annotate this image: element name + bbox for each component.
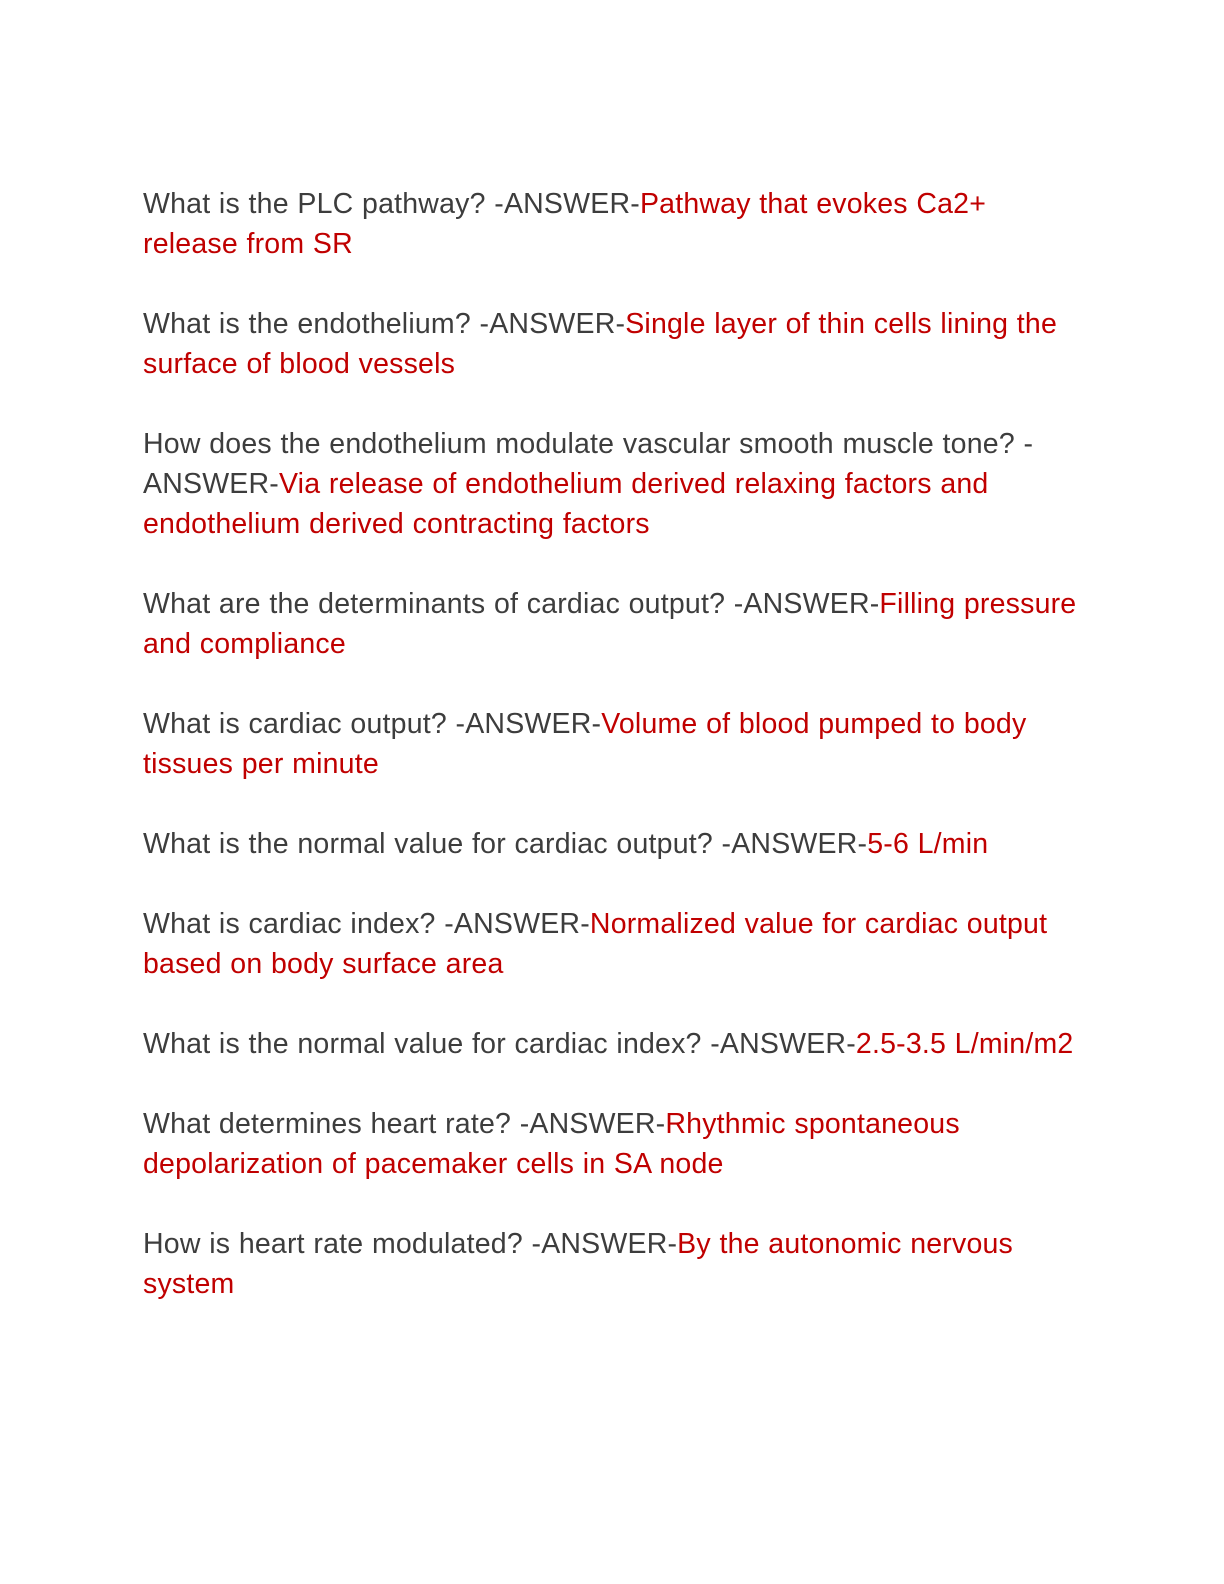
answer-text: Rhythmic spontaneous depolarization of pacemaker cells in SA node	[143, 1108, 960, 1180]
question-text: What determines heart rate? -ANSWER-	[143, 1108, 666, 1140]
answer-text: By the autonomic nervous system	[143, 1228, 1013, 1300]
answer-text: Via release of endothelium derived relaxing factors and endothelium derived contracting factors	[143, 468, 989, 540]
question-text: How does the endothelium modulate vascular smooth muscle tone? -ANSWER-	[143, 428, 1034, 500]
qa-list	[143, 184, 1082, 1304]
qa-item	[143, 824, 1082, 864]
answer-text: 2.5-3.5 L/min/m2	[855, 1028, 1074, 1060]
qa-item	[143, 1104, 1082, 1184]
answer-text: Normalized value for cardiac output based on body surface area	[143, 908, 1048, 980]
answer-text: 5-6 L/min	[867, 828, 989, 860]
question-text: What is cardiac output? -ANSWER-	[143, 708, 602, 740]
qa-item	[143, 1224, 1082, 1304]
question-text: What is the normal value for cardiac index? -ANSWER-	[143, 1028, 856, 1060]
question-text: What is the endothelium? -ANSWER-	[143, 308, 626, 340]
qa-item	[143, 704, 1082, 784]
answer-text: Pathway that evokes Ca2+ release from SR	[143, 188, 987, 260]
question-text: What are the determinants of cardiac output? -ANSWER-	[143, 588, 880, 620]
qa-item	[143, 304, 1082, 384]
qa-item	[143, 584, 1082, 664]
question-text: What is the PLC pathway? -ANSWER-	[143, 188, 640, 220]
question-text: What is cardiac index? -ANSWER-	[143, 908, 590, 940]
qa-item	[143, 184, 1082, 264]
answer-text: Single layer of thin cells lining the surface of blood vessels	[143, 308, 1058, 380]
qa-item	[143, 904, 1082, 984]
qa-item	[143, 1024, 1082, 1064]
question-text: What is the normal value for cardiac output? -ANSWER-	[143, 828, 868, 860]
qa-item	[143, 424, 1082, 544]
question-text: How is heart rate modulated? -ANSWER-	[143, 1228, 678, 1260]
answer-text: Filling pressure and compliance	[143, 588, 1077, 660]
answer-text: Volume of blood pumped to body tissues per minute	[143, 708, 1027, 780]
